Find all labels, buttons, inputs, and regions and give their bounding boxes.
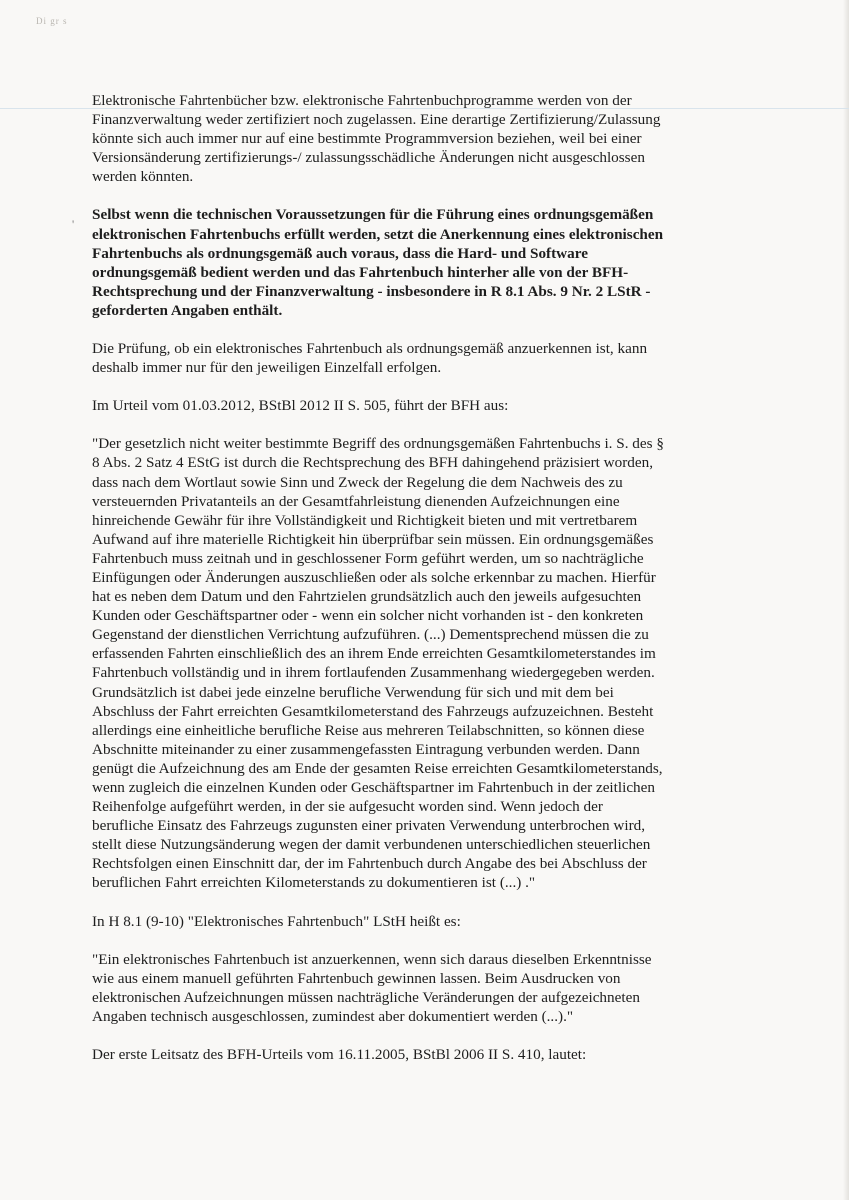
text-line: Selbst wenn die technischen Voraussetzungen für die Führung eines ordnungsgemäßen <box>92 206 654 224</box>
text-line: Der erste Leitsatz des BFH-Urteils vom 16.11.2005, BStBl 2006 II S. 410, lautet: <box>92 1046 587 1064</box>
text-line: erfassenden Fahrten einschließlich des an ihrem Ende erreichten Gesamtkilometerstandes im <box>92 645 656 663</box>
paragraph <box>92 91 754 186</box>
paragraph <box>92 434 754 892</box>
page-edge-shadow <box>843 0 849 1200</box>
paragraph <box>92 339 754 377</box>
text-line: Angaben technisch ausgeschlossen, zumindest aber dokumentiert werden (...)." <box>92 1007 574 1025</box>
text-line: versteuernden Privatanteils an der Gesamtfahrleistung dienenden Aufzeichnungen eine <box>92 492 620 510</box>
text-line: Fahrtenbuch muss zeitnah und in geschlossener Form geführt werden, um so nachträgliche <box>92 549 644 567</box>
text-line: Grundsätzlich ist dabei jede einzelne berufliche Verwendung für sich und mit dem bei <box>92 683 614 701</box>
text-line: genügt die Aufzeichnung des am Ende der gesamten Reise erreichten Gesamtkilometerstands, <box>92 759 663 777</box>
text-line: deshalb immer nur für den jeweiligen Einzelfall erfolgen. <box>92 359 442 377</box>
text-line: hat es neben dem Datum und den Fahrtzielen grundsätzlich auch den jeweils aufgesuchten <box>92 588 642 606</box>
text-line: elektronischen Aufzeichnungen müssen nachträgliche Veränderungen der aufgezeichneten <box>92 988 640 1006</box>
text-line: Finanzverwaltung weder zertifiziert noch zugelassen. Eine derartige Zertifizierung/Zulassung <box>92 111 661 129</box>
text-line: ordnungsgemäß bedient werden und das Fahrtenbuch hinterher alle von der BFH- <box>92 263 629 281</box>
text-line: Abschnitte miteinander zu einer zusammengefassten Eintragung verbunden werden. Dann <box>92 740 640 758</box>
text-line: stellt diese Nutzungsänderung wegen der damit verbundenen unterschiedlichen steuerlichen <box>92 836 651 854</box>
text-line: Rechtsfolgen einen Einschnitt dar, der im Fahrtenbuch durch Angabe des bei Abschluss der <box>92 855 647 873</box>
text-line: Abschluss der Fahrt erreichten Gesamtkilometerstand des Fahrzeugs aufzuzeichnen. Besteht <box>92 702 654 720</box>
paragraph <box>92 950 754 1026</box>
text-line: könnte sich auch immer nur auf eine bestimmte Programmversion beziehen, weil bei einer <box>92 130 642 148</box>
text-line: Gegenstand der dienstlichen Verrichtung aufzuführen. (...) Dementsprechend müssen die zu <box>92 626 649 644</box>
text-line: beruflichen Fahrt erreichten Kilometerstands zu dokumentieren ist (...) ." <box>92 874 536 892</box>
text-line: Rechtsprechung und der Finanzverwaltung - insbesondere in R 8.1 Abs. 9 Nr. 2 LStR - <box>92 282 651 300</box>
text-line: Kunden oder Geschäftspartner oder - wenn ein solcher nicht vorhanden ist - den konkreten <box>92 607 644 625</box>
text-line: berufliche Einsatz des Fahrzeugs zugunsten einer privaten Verwendung unterbrochen wird, <box>92 817 646 835</box>
text-line: werden könnten. <box>92 168 194 186</box>
text-line: wie aus einem manuell geführten Fahrtenbuch gewinnen lassen. Beim Ausdrucken von <box>92 969 621 987</box>
header-scan-mark: Di gr s <box>36 16 68 26</box>
text-line: Einfügungen oder Änderungen auszuschließen oder als solche erkennbar zu machen. Hierfür <box>92 568 656 586</box>
document-body <box>92 91 754 1064</box>
text-line: Fahrtenbuch vollständig und in ihrem fortlaufenden Zusammenhang wiedergegeben werden. <box>92 664 655 682</box>
text-line: hinreichende Gewähr für ihre Vollständigkeit und Richtigkeit bieten und mit vertretbarem <box>92 511 638 529</box>
text-line: "Der gesetzlich nicht weiter bestimmte Begriff des ordnungsgemäßen Fahrtenbuchs i. S. des § <box>92 435 664 453</box>
text-line: Fahrtenbuchs als ordnungsgemäß auch voraus, dass die Hard- und Software <box>92 244 588 262</box>
text-line: Aufwand auf ihre materielle Richtigkeit hin überprüfbar sein müssen. Ein ordnungsgemäßes <box>92 530 654 548</box>
text-line: Versionsänderung zertifizierungs-/ zulassungsschädliche Änderungen nicht ausgeschlossen <box>92 149 645 167</box>
text-line: In H 8.1 (9-10) "Elektronisches Fahrtenbuch" LStH heißt es: <box>92 912 461 930</box>
text-line: dass nach dem Wortlaut sowie Sinn und Zweck der Regelung die dem Nachweis des zu <box>92 473 623 491</box>
paragraph <box>92 912 754 931</box>
text-line: 8 Abs. 2 Satz 4 EStG ist durch die Rechtsprechung des BFH dahingehend präzisiert worden, <box>92 454 653 472</box>
text-line: "Ein elektronisches Fahrtenbuch ist anzuerkennen, wenn sich daraus dieselben Erkenntnisse <box>92 950 652 968</box>
text-line: Die Prüfung, ob ein elektronisches Fahrtenbuch als ordnungsgemäß anzuerkennen ist, kann <box>92 340 648 358</box>
text-line: Elektronische Fahrtenbücher bzw. elektronische Fahrtenbuchprogramme werden von der <box>92 92 632 109</box>
paragraph <box>92 205 754 320</box>
text-line: wenn zugleich die einzelnen Kunden oder Geschäftspartner im Fahrtenbuch in der zeitlichen <box>92 779 655 796</box>
text-line: allerdings eine einheitliche berufliche Reise aus mehreren Teilabschnitten, so können diese <box>92 721 645 739</box>
margin-mark: ' <box>72 217 75 231</box>
text-line: Im Urteil vom 01.03.2012, BStBl 2012 II S. 505, führt der BFH aus: <box>92 397 509 415</box>
paragraph <box>92 1045 754 1064</box>
text-line: geforderten Angaben enthält. <box>92 301 283 319</box>
text-line: Reihenfolge aufgeführt werden, in der sie aufgesucht worden sind. Wenn jedoch der <box>92 798 603 816</box>
text-line: elektronischen Fahrtenbuchs erfüllt werden, setzt die Anerkennung eines elektronischen <box>92 225 664 243</box>
paragraph <box>92 396 754 415</box>
